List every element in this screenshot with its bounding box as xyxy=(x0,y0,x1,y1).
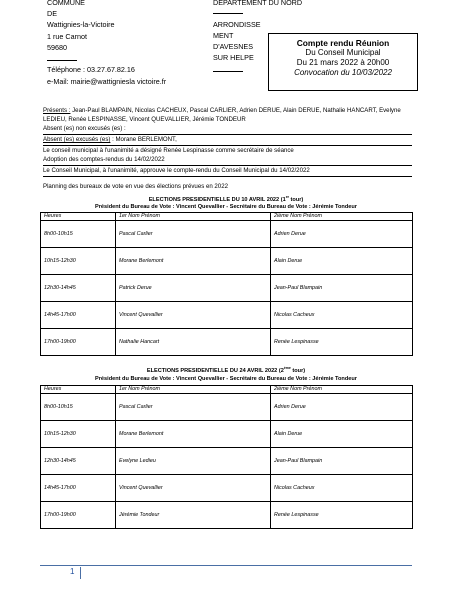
commune-line: DE xyxy=(47,9,57,18)
cell-nom-2: Adrien Derue xyxy=(271,221,413,248)
cell-nom-1: Morane Berlemont xyxy=(116,248,271,275)
absents-excuses-value: : Morane BERLEMONT, xyxy=(110,136,177,143)
commune-line: 1 rue Carnot xyxy=(47,32,87,41)
arrondissement-divider xyxy=(213,71,243,72)
cell-nom-1: Pascal Carlier xyxy=(116,221,271,248)
approval-text: Le Conseil Municipal, à l'unanimité, approuve le compte-rendu du Conseil Municipal du 14/02/2022 xyxy=(43,167,310,174)
table-row xyxy=(41,329,413,356)
adoption-text: Adoption des comptes-rendus du 14/02/2022 xyxy=(43,156,165,163)
cell-nom-1: Vincent Quevallier xyxy=(116,475,271,502)
cell-heure: 10h15-12h30 xyxy=(41,248,116,275)
arrondissement-line: ARRONDISSE xyxy=(213,20,261,29)
column-header: 1er Nom Prénom xyxy=(116,213,271,221)
secretaire-text: Le conseil municipal à l'unanimité a désigné Renée Lespinasse comme secrétaire de séance xyxy=(43,147,294,154)
page-number: 1 xyxy=(70,567,75,576)
table-row xyxy=(41,248,413,275)
cell-nom-1: Pascal Carlier xyxy=(116,394,271,421)
commune-divider xyxy=(47,60,77,61)
cell-nom-1: Evelyne Ledieu xyxy=(116,448,271,475)
commune-line: Wattignies-la-Victoire xyxy=(47,20,115,29)
commune-line: 59680 xyxy=(47,43,67,52)
cell-nom-2: Renée Lespinasse xyxy=(271,502,413,529)
cell-heure: 17h00-19h00 xyxy=(41,502,116,529)
absents-excuses xyxy=(43,136,177,144)
cell-heure: 12h30-14h45 xyxy=(41,448,116,475)
election-title-main: ELECTIONS PRESIDENTIELLE DU 24 AVRIL 2022 (2 xyxy=(146,368,284,374)
divider xyxy=(43,134,412,135)
footer-separator xyxy=(80,567,81,579)
election-title-end: tour) xyxy=(290,368,306,374)
compte-rendu-title: Compte rendu Réunion xyxy=(296,38,390,48)
footer-divider xyxy=(40,565,412,566)
election-title-sup: ème xyxy=(283,366,291,371)
compte-rendu-box xyxy=(268,33,418,91)
president-line: Président du Bureau de Vote : Vincent Quevallier - Secrétaire du Bureau de Vote : Jérémie Tondeur xyxy=(95,376,357,382)
column-header: Heures xyxy=(41,213,116,221)
cell-heure: 14h45-17h00 xyxy=(41,475,116,502)
cell-heure: 14h45-17h00 xyxy=(41,302,116,329)
cell-nom-2: Jean-Paul Blampain xyxy=(271,448,413,475)
presents-label: Présents : xyxy=(43,107,71,114)
cell-heure: 8h00-10h15 xyxy=(41,221,116,248)
arrondissement-line: D'AVESNES xyxy=(213,42,253,51)
cell-nom-2: Nicolas Cacheux xyxy=(271,302,413,329)
cell-nom-1: Vincent Quevallier xyxy=(116,302,271,329)
departement-title: DEPARTEMENT DU NORD xyxy=(213,0,303,7)
cell-nom-1: Morane Berlemont xyxy=(116,421,271,448)
cell-nom-1: Nathalie Hancart xyxy=(116,329,271,356)
cell-heure: 10h15-12h30 xyxy=(41,421,116,448)
departement-divider xyxy=(213,13,243,14)
cell-nom-2: Alain Derue xyxy=(271,248,413,275)
table-row xyxy=(41,502,413,529)
telephone: Téléphone : 03.27.67.82.16 xyxy=(47,65,135,74)
column-header: 2ième Nom Prénom xyxy=(271,213,413,221)
column-header: 1er Nom Prénom xyxy=(116,386,271,394)
table-row xyxy=(41,302,413,329)
divider xyxy=(43,165,412,166)
cell-heure: 8h00-10h15 xyxy=(41,394,116,421)
cell-nom-2: Renée Lespinasse xyxy=(271,329,413,356)
table-row xyxy=(41,275,413,302)
cell-heure: 17h00-19h00 xyxy=(41,329,116,356)
election-title-end: tour) xyxy=(289,197,304,203)
planning-table xyxy=(40,212,413,356)
compte-rendu-date: Du 21 mars 2022 à 20h00 xyxy=(296,58,390,67)
cell-nom-1: Patrick Derue xyxy=(116,275,271,302)
cell-nom-2: Adrien Derue xyxy=(271,394,413,421)
absents-excuses-label: Absent (es) excusés (es) xyxy=(43,136,111,143)
election-title-main: ELECTIONS PRESIDENTIELLE DU 10 AVRIL 2022 (1 xyxy=(148,197,286,203)
convocation-date: Convocation du 10/03/2022 xyxy=(294,68,392,77)
presents-line-1 xyxy=(43,107,401,115)
cell-nom-2: Jean-Paul Blampain xyxy=(271,275,413,302)
table-row xyxy=(41,394,413,421)
table-row xyxy=(41,221,413,248)
cell-nom-1: Jérémie Tondeur xyxy=(116,502,271,529)
table-row xyxy=(41,448,413,475)
absents-non-excuses: Absent (es) non excusés (es) : xyxy=(43,125,126,132)
divider xyxy=(43,176,412,177)
table-row xyxy=(41,475,413,502)
presents-line-2: LEDIEU, Renée LESPINASSE, Vincent QUEVALLIER, Jérémie TONDEUR xyxy=(43,116,246,123)
planning-table xyxy=(40,385,413,529)
commune-line: COMMUNE xyxy=(47,0,85,7)
table-row xyxy=(41,421,413,448)
column-header: 2ième Nom Prénom xyxy=(271,386,413,394)
arrondissement-line: SUR HELPE xyxy=(213,53,254,62)
table-header-row xyxy=(41,386,413,394)
column-header: Heures xyxy=(41,386,116,394)
election-title xyxy=(40,197,412,204)
presents-names: Jean-Paul BLAMPAIN, Nicolas CACHEUX, Pascal CARLIER, Adrien DERUE, Alain DERUE, Nathalie HANCART, Evelyne xyxy=(70,107,401,114)
cell-nom-2: Nicolas Cacheux xyxy=(271,475,413,502)
table-header-row xyxy=(41,213,413,221)
election-title-sup: er xyxy=(285,195,289,200)
compte-rendu-subtitle: Du Conseil Municipal xyxy=(305,48,381,57)
election-title xyxy=(40,368,412,375)
president-line: Président du Bureau de Vote : Vincent Quevallier - Secrétaire du Bureau de Vote : Jérémie Tondeur xyxy=(95,204,357,210)
planning-title: Planning des bureaux de vote en vue des élections prévues en 2022 xyxy=(43,183,228,190)
cell-heure: 12h30-14h45 xyxy=(41,275,116,302)
cell-nom-2: Alain Derue xyxy=(271,421,413,448)
email: e-Mail: mairie@wattigniesla victoire.fr xyxy=(47,77,167,86)
arrondissement-line: MENT xyxy=(213,31,234,40)
divider xyxy=(43,145,412,146)
